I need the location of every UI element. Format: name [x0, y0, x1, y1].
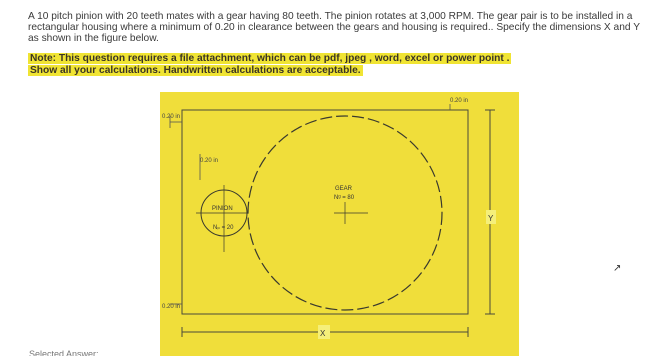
pinion-teeth-label: Nₚ = 20 [213, 225, 234, 231]
dimension-x-label: X [320, 329, 326, 338]
cursor-icon: ↗ [613, 263, 622, 274]
gear-label: GEAR [335, 186, 353, 192]
question-text-line-2: rectangular housing where a minimum of 0.20 in clearance between the gears and housing is required.. Specify the dimensions X and Y [28, 22, 640, 33]
gear-housing-figure [160, 92, 519, 356]
gear-housing-diagram [160, 92, 519, 356]
calculation-instruction: Show all your calculations. Handwritten calculations are acceptable. [30, 65, 361, 76]
attachment-note: Note: This question requires a file attachment, which can be pdf, jpeg , word, excel or power point . [30, 53, 510, 64]
question-text-line-3: as shown in the figure below. [28, 33, 159, 44]
clearance-label-bottom-left: 0.20 in [162, 304, 181, 310]
pinion-label: PINION [212, 206, 233, 212]
clearance-label-top-right: 0.20 in [450, 98, 469, 104]
gear-teeth-label: Nᵍ = 80 [334, 195, 355, 201]
clearance-label-top-left: 0.20 in [162, 114, 181, 120]
dimension-y-label: Y [488, 214, 494, 223]
clearance-label-inner: 0.20 in [200, 158, 219, 164]
question-text-line-1: A 10 pitch pinion with 20 teeth mates with a gear having 80 teeth. The pinion rotates at 3,000 RPM. The gear pair is to be installed in a [28, 11, 633, 22]
selected-answer-text: Selected Answer: ... [29, 349, 109, 356]
figure-background [160, 92, 519, 356]
